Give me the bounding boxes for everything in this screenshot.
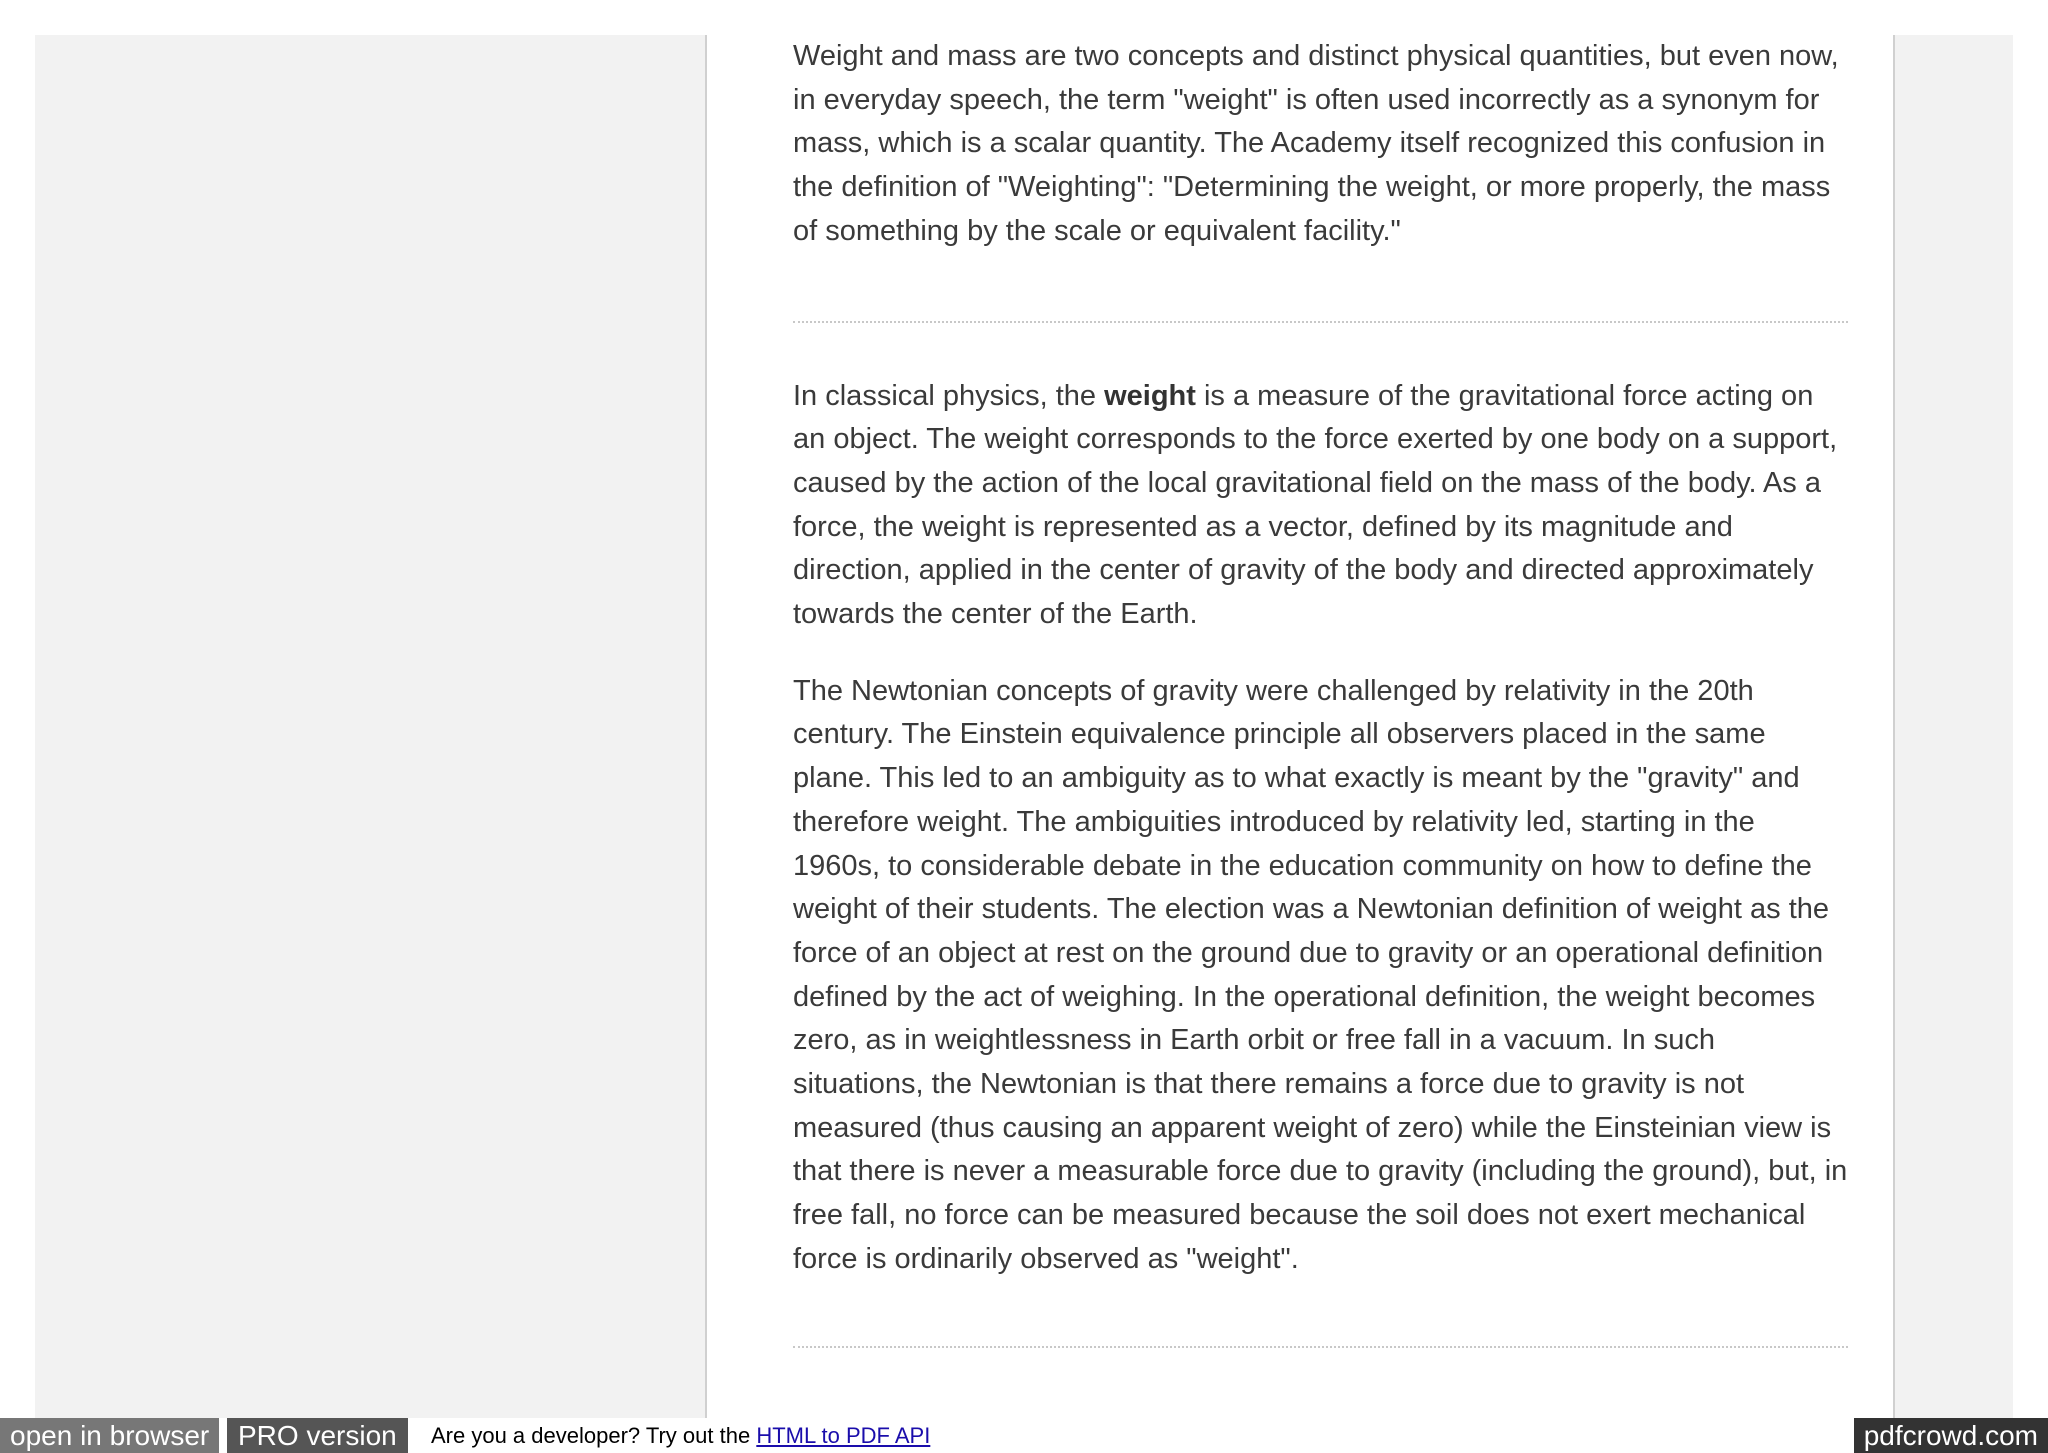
section-divider [793, 321, 1848, 323]
promo-text: Are you a developer? Try out the [431, 1423, 757, 1448]
paragraph-newtonian-concepts: The Newtonian concepts of gravity were challenged by relativity in the 20th century. The Einstein equivalence principle all observers placed in the same plane. This led to an ambiguity as to what exactly is meant by the "gravity" and therefore weight. The ambiguities introduced by relativity led, starting in the 1960s, to considerable debate in the education community on how to define the weight of their students. The election was a Newtonian definition of weight as the force of an object at rest on the ground due to gravity or an operational definition defined by the act of weighing. In the operational definition, the weight becomes zero, as in weightlessness in Earth orbit or free fall in a vacuum. In such situations, the Newtonian is that there remains a force due to gravity is not measured (thus causing an apparent weight of zero) while the Einsteinian view is that there is never a measurable force due to gravity (including the ground), but, in free fall, no force can be measured because the soil does not exert mechanical force is ordinarily observed as "weight". [793, 674, 1848, 1275]
open-in-browser-button[interactable]: open in browser [0, 1418, 219, 1453]
paragraph-classical-physics [793, 375, 1848, 637]
article-body [793, 35, 1848, 1348]
right-sidebar [1897, 35, 2013, 1418]
paragraph-weight-mass: Weight and mass are two concepts and distinct physical quantities, but even now, in everyday speech, the term "weight" is often used incorrectly as a synonym for mass, which is a scalar quantity. The Academy itself recognized this confusion in the definition of "Weighting": "Determining the weight, or more properly, the mass of something by the scale or equivalent facility." [793, 40, 1839, 247]
bold-term-weight: weight [1104, 379, 1196, 412]
pro-version-button[interactable]: PRO version [227, 1418, 408, 1453]
section-divider [793, 1346, 1848, 1348]
developer-promo [431, 1418, 930, 1453]
left-sidebar [35, 35, 703, 1418]
paragraph-text: is a measure of the gravitational force acting on an object. The weight corresponds to the force exerted by one body on a support, caused by the action of the local gravitational field on the mass of the body. As a force, the weight is represented as a vector, defined by its magnitude and direction, applied in the center of gravity of the body and directed approximately towards the center of the Earth. [793, 379, 1838, 631]
paragraph-text: In classical physics, the [793, 379, 1105, 412]
html-to-pdf-api-link[interactable]: HTML to PDF API [756, 1423, 931, 1448]
pdfcrowd-brand[interactable]: pdfcrowd.com [1854, 1418, 2048, 1453]
